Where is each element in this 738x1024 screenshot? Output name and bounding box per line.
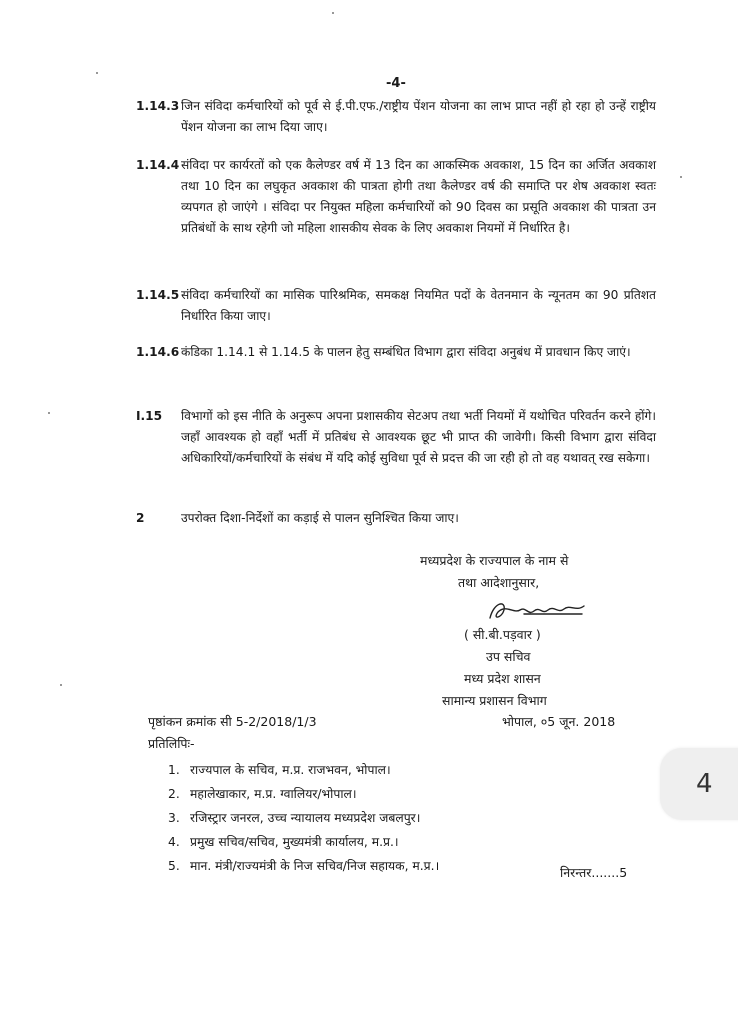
- clause-text: उपरोक्त दिशा-निर्देशों का कड़ाई से पालन सुनिश्चित किया जाए।: [181, 511, 459, 525]
- clause-number: I.15: [136, 409, 163, 423]
- clause-number: 1.14.3: [136, 99, 180, 113]
- continued-note: निरन्तर.......5: [560, 865, 628, 880]
- copy-recipients-list: [168, 758, 439, 878]
- item-text: राज्यपाल के सचिव, म.प्र. राजभवन, भोपाल।: [190, 763, 391, 777]
- page-indicator-badge[interactable]: 4: [660, 748, 738, 820]
- department-name: सामान्य प्रशासन विभाग: [442, 693, 547, 708]
- endorsement-number: पृष्ठांकन क्रमांक सी 5-2/2018/1/3: [148, 714, 317, 729]
- item-number: 2.: [168, 787, 180, 801]
- clause-number: 1.14.5: [136, 288, 180, 302]
- clause-text: जिन संविदा कर्मचारियों को पूर्व से ई.पी.एफ./राष्ट्रीय पेंशन योजना का लाभ प्राप्त नहीं हो रहा हो उन्हें राष्ट्रीय पेंशन योजना का लाभ दिया जाए।: [181, 99, 656, 134]
- handwritten-signature: [484, 596, 594, 626]
- clause-1-14-6: [136, 342, 656, 363]
- item-number: 3.: [168, 811, 180, 825]
- list-item: [168, 806, 439, 830]
- page-number: -4-: [386, 76, 406, 91]
- clause-text: विभागों को इस नीति के अनुरूप अपना प्रशासकीय सेटअप तथा भर्ती नियमों में यथोचित परिवर्तन करने होंगे। जहाँ आवश्यक हो वहाँ भर्ती में प्रतिबंध से आवश्यक छूट भी प्राप्त की जावेगी। किसी विभाग द्वारा संविदा अधिकारियों/कर्मचारियों के संबंध में यदि कोई सुविधा पूर्व से प्रदत्त की जा रही हो तो वह यथावत् रख सकेगा।: [181, 409, 656, 465]
- signatory-name: ( सी.बी.पड़वार ): [464, 627, 541, 642]
- item-text: महालेखाकार, म.प्र. ग्वालियर/भोपाल।: [190, 787, 357, 801]
- clause-1-14-4: [136, 155, 656, 239]
- item-text: रजिस्ट्रार जनरल, उच्च न्यायालय मध्यप्रदेश जबलपुर।: [190, 811, 421, 825]
- clause-2: [136, 508, 656, 529]
- item-number: 4.: [168, 835, 180, 849]
- scan-speck: [332, 12, 334, 14]
- clause-number: 1.14.4: [136, 158, 180, 172]
- copy-heading: प्रतिलिपिः-: [148, 736, 195, 751]
- scan-speck: [48, 412, 50, 414]
- authority-block: [420, 550, 660, 594]
- government-name: मध्य प्रदेश शासन: [464, 671, 541, 686]
- list-item: [168, 854, 439, 878]
- clause-1-15: [136, 406, 656, 469]
- clause-text: कंडिका 1.14.1 से 1.14.5 के पालन हेतु सम्बंधित विभाग द्वारा संविदा अनुबंध में प्रावधान किए जाएं।: [181, 345, 631, 359]
- clause-number: 1.14.6: [136, 345, 180, 359]
- clause-number: 2: [136, 511, 145, 525]
- authority-line-1: मध्यप्रदेश के राज्यपाल के नाम से: [420, 553, 569, 568]
- scan-speck: [96, 72, 98, 74]
- item-text: प्रमुख सचिव/सचिव, मुख्यमंत्री कार्यालय, म.प्र.।: [190, 835, 399, 849]
- scan-speck: [680, 176, 682, 178]
- authority-line-2: तथा आदेशानुसार,: [458, 575, 540, 590]
- list-item: [168, 830, 439, 854]
- scan-speck: [60, 684, 62, 686]
- signatory-designation: उप सचिव: [486, 649, 531, 664]
- signatory-block: [442, 624, 704, 712]
- place-date: भोपाल, ०5 जून. 2018: [502, 714, 616, 729]
- clause-text: संविदा पर कार्यरतों को एक कैलेण्डर वर्ष में 13 दिन का आकस्मिक अवकाश, 15 दिन का अर्जित अवकाश तथा 10 दिन का लघुकृत अवकाश की पात्रता होगी तथा कैलेण्डर वर्ष की समाप्ति पर शेष अवकाश स्वतः व्यपगत हो जाएंगे । संविदा पर नियुक्त महिला कर्मचारियों को 90 दिवस का प्रसूति अवकाश की पात्रता उन प्रतिबंधों के साथ रहेगी जो महिला शासकीय सेवक के लिए अवकाश नियमों में निर्धारित है।: [181, 158, 656, 235]
- list-item: [168, 782, 439, 806]
- clause-1-14-3: [136, 96, 656, 138]
- item-text: मान. मंत्री/राज्यमंत्री के निज सचिव/निज सहायक, म.प्र.।: [190, 859, 440, 873]
- list-item: [168, 758, 439, 782]
- item-number: 1.: [168, 763, 180, 777]
- item-number: 5.: [168, 859, 180, 873]
- clause-text: संविदा कर्मचारियों का मासिक पारिश्रमिक, समकक्ष नियमित पदों के वेतनमान के न्यूनतम का 90 प्रतिशत निर्धारित किया जाए।: [181, 288, 656, 323]
- clause-1-14-5: [136, 285, 656, 327]
